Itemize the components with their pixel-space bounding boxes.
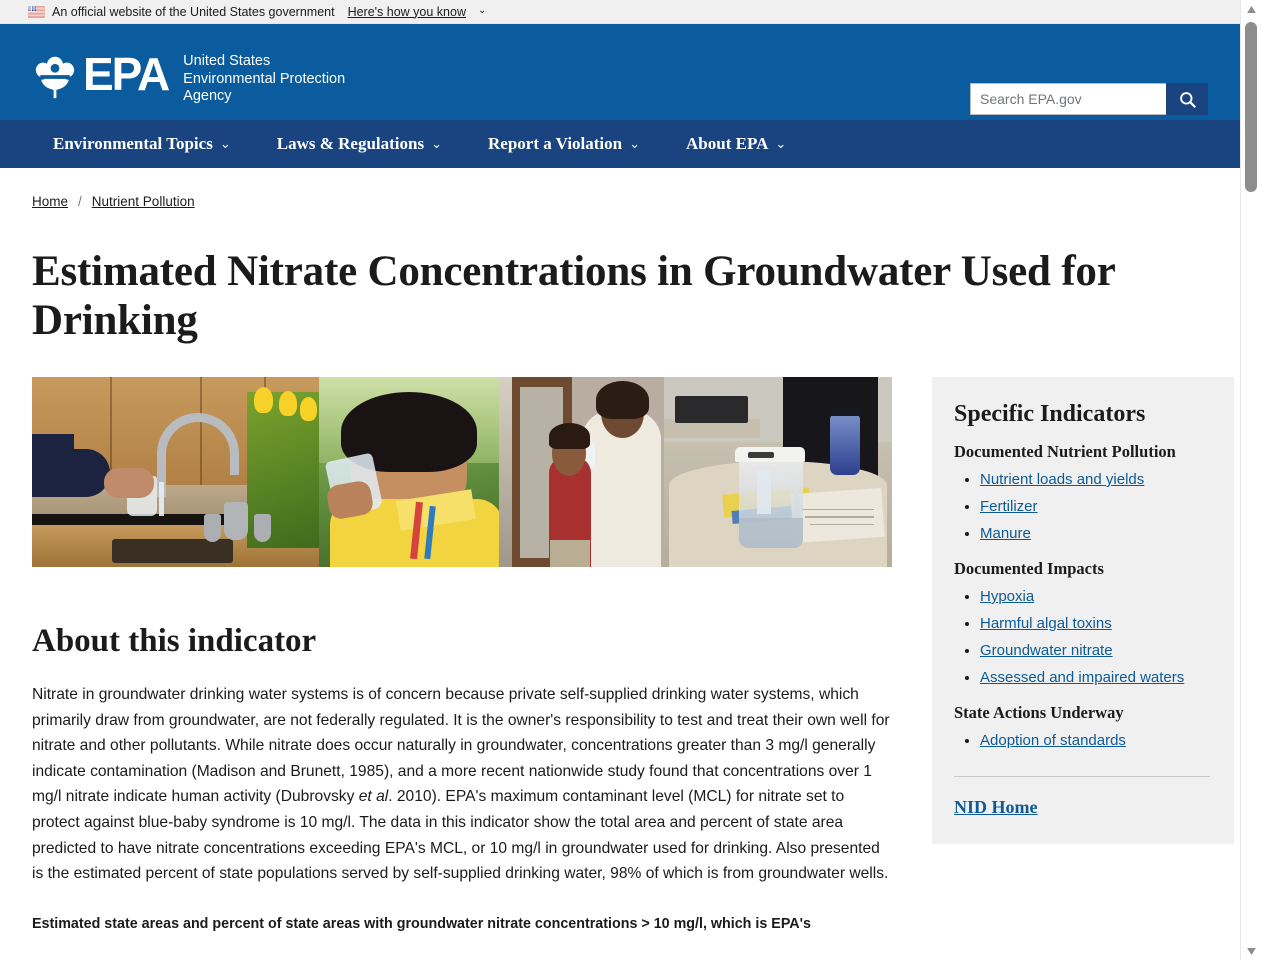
vertical-scrollbar[interactable]	[1240, 0, 1260, 960]
scroll-down-arrow-icon[interactable]	[1241, 942, 1260, 960]
sidebar-link-nid-home[interactable]: NID Home	[954, 797, 1038, 817]
table-caption: Estimated state areas and percent of state areas with groundwater nitrate concentrations > 10 mg/l, which is EPA's	[32, 915, 811, 932]
epa-seal-icon	[32, 54, 78, 100]
list-item	[980, 668, 1210, 687]
photo-filter-pitcher	[664, 377, 892, 567]
specific-indicators-panel	[932, 377, 1234, 844]
list-item	[980, 587, 1210, 606]
nav-item-laws-regulations[interactable]	[277, 134, 442, 154]
chevron-down-icon: ⌄	[775, 136, 787, 151]
sidebar-list-documented-impacts	[954, 587, 1210, 687]
sidebar-list-state-actions	[954, 731, 1210, 750]
site-header	[0, 24, 1260, 120]
sidebar-link-manure[interactable]: Manure	[980, 525, 1031, 542]
nav-label: Laws & Regulations	[276, 134, 425, 153]
list-item	[980, 614, 1210, 633]
photo-woman-and-child	[499, 377, 664, 567]
content-area	[0, 345, 1260, 936]
sidebar-link-harmful-algal-toxins[interactable]: Harmful algal toxins	[980, 615, 1112, 632]
search-form	[970, 83, 1208, 115]
chevron-down-icon: ⌄	[629, 136, 641, 151]
agency-line-3: Agency	[183, 88, 232, 104]
scrollbar-thumb[interactable]	[1245, 22, 1257, 192]
list-item	[980, 731, 1210, 750]
about-heading: About this indicator	[32, 623, 317, 659]
chevron-down-icon: ⌄	[219, 136, 231, 151]
breadcrumb-separator: /	[78, 194, 82, 209]
sidebar-link-assessed-and-impaired-waters[interactable]: Assessed and impaired waters	[980, 669, 1185, 686]
paragraph-italic-citation: et al	[358, 788, 389, 806]
scroll-up-arrow-icon[interactable]	[1241, 0, 1260, 18]
sidebar-title: Specific Indicators	[954, 401, 1146, 427]
nav-label: About EPA	[686, 134, 769, 153]
sidebar-list-nutrient-pollution	[954, 470, 1210, 543]
epa-logo[interactable]	[32, 48, 346, 106]
banner-text: An official website of the United States government	[52, 4, 335, 19]
sidebar-link-adoption-of-standards[interactable]: Adoption of standards	[980, 732, 1126, 749]
search-icon	[1178, 90, 1197, 109]
photo-boy-drinking	[319, 377, 499, 567]
chevron-down-icon[interactable]: ⌄	[478, 5, 487, 16]
breadcrumb-nutrient-pollution-link[interactable]: Nutrient Pollution	[91, 194, 195, 209]
list-item	[980, 641, 1210, 660]
agency-line-1: United States	[183, 53, 271, 69]
nav-label: Report a Violation	[488, 134, 623, 153]
heres-how-you-know-link[interactable]	[348, 5, 466, 19]
sidebar-group-heading-documented-impacts: Documented Impacts	[954, 559, 1104, 578]
paragraph-part-1: Nitrate in groundwater drinking water systems is of concern because private self-supplied drinking water systems, which primarily draw from groundwater, are not federally regulated. It is the owner's responsibility to test and treat their own well for nitrate and other pollutants. While nitrate does occur naturally in groundwater, concentrations greater than 3 mg/l generally indicate contamination (Madison and Brunett, 1985), and a more recent nationwide study found that concentrations over 1 mg/l nitrate indicate human activity (Dubrovsky	[32, 686, 890, 806]
paragraph-part-2: . 2010). EPA's maximum contaminant level (MCL) for nitrate set to protect against blue-baby syndrome is 10 mg/l. The data in this indicator show the total area and percent of state area predicted to have nitrate concentrations exceeding EPA's MCL, or 10 mg/l in groundwater used for drinking. Also presented is the estimated percent of state populations served by self-supplied drinking water, 98% of which is from groundwater wells.	[32, 788, 889, 883]
sidebar-divider	[954, 776, 1210, 777]
photo-collage	[32, 377, 892, 567]
nav-item-about-epa[interactable]	[686, 134, 786, 154]
epa-wordmark: EPA	[83, 48, 169, 100]
breadcrumb	[0, 168, 1260, 209]
agency-name	[183, 51, 345, 106]
list-item	[980, 497, 1210, 516]
nav-label: Environmental Topics	[53, 134, 213, 153]
chevron-down-icon: ⌄	[431, 136, 442, 151]
list-item	[980, 524, 1210, 543]
sidebar-link-nutrient-loads-and-yields[interactable]: Nutrient loads and yields	[980, 471, 1145, 488]
search-input[interactable]	[970, 83, 1166, 115]
scrollbar-track[interactable]	[1241, 18, 1260, 942]
search-button[interactable]	[1166, 83, 1208, 115]
sidebar-link-hypoxia[interactable]: Hypoxia	[980, 588, 1035, 605]
main-column	[32, 377, 892, 936]
nav-item-report-a-violation[interactable]	[488, 134, 640, 154]
sidebar-column	[932, 377, 1234, 936]
heres-how-you-know-label: Here's how you know	[347, 4, 466, 19]
breadcrumb-home-link[interactable]: Home	[32, 194, 69, 209]
list-item	[980, 470, 1210, 489]
sidebar-link-groundwater-nitrate[interactable]: Groundwater nitrate	[980, 642, 1113, 659]
government-banner	[0, 0, 1260, 24]
sidebar-group-heading-state-actions: State Actions Underway	[954, 703, 1124, 722]
nav-item-environmental-topics[interactable]	[53, 134, 231, 154]
primary-navigation	[0, 120, 1260, 168]
sidebar-group-heading-nutrient-pollution: Documented Nutrient Pollution	[954, 442, 1176, 461]
agency-line-2: Environmental Protection	[183, 70, 346, 87]
sidebar-link-fertilizer[interactable]: Fertilizer	[980, 498, 1038, 515]
us-flag-icon	[28, 6, 45, 18]
about-paragraph	[32, 682, 892, 887]
page-title: Estimated Nitrate Concentrations in Groundwater Used for Drinking	[32, 248, 1115, 344]
photo-kitchen-faucet	[32, 377, 319, 567]
